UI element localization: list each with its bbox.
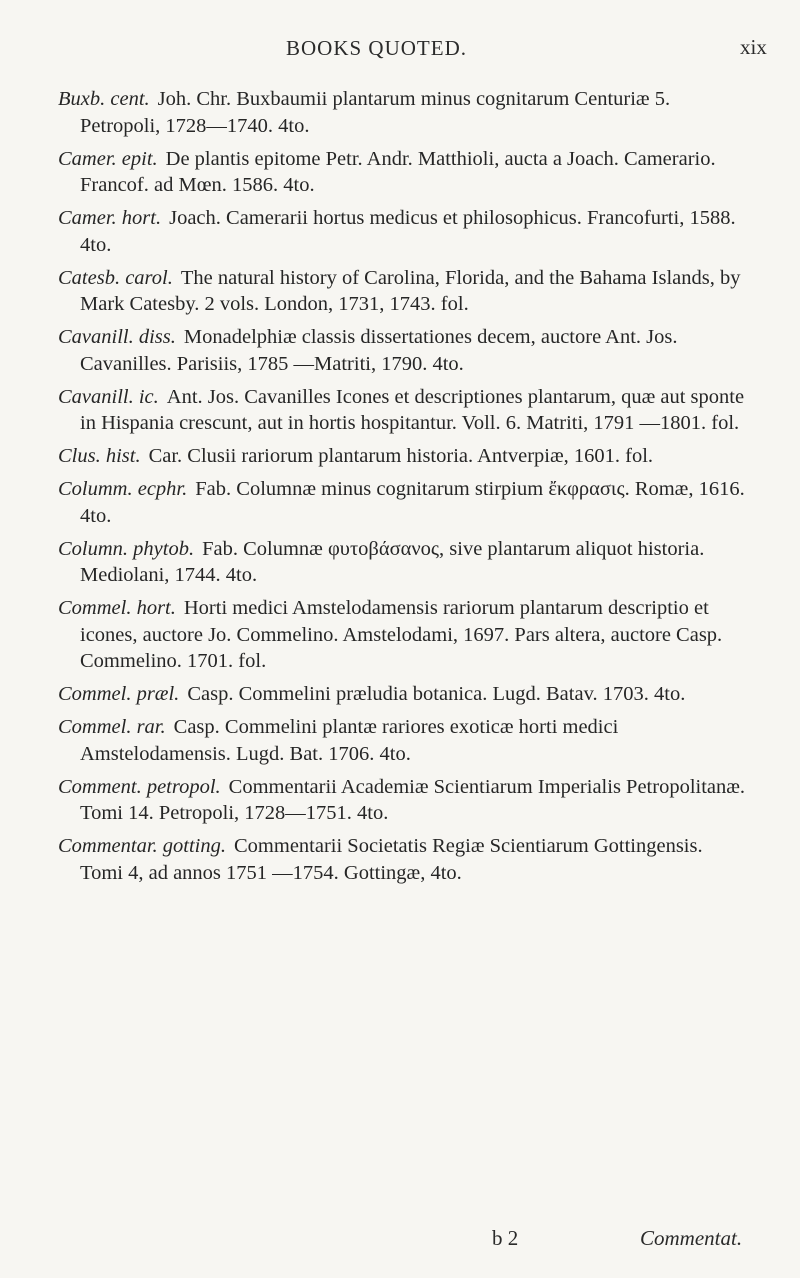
entry-abbreviation: Camer. epit. [58, 147, 158, 170]
bibliography-entry [58, 681, 748, 708]
entry-abbreviation: Clus. hist. [58, 445, 141, 467]
page-number: xix [740, 35, 767, 59]
bibliography-entry [58, 536, 748, 589]
entry-text: Casp. Commelini plantæ rariores exoticæ horti medici Amstelodamensis. Lugd. Bat. 1706. 4to. [80, 716, 619, 765]
entry-text: Joach. Camerarii hortus medicus et philosophicus. Francofurti, 1588. 4to. [80, 207, 736, 256]
entry-text: Commentarii Societatis Regiæ Scientiarum Gottingensis. Tomi 4, ad annos 1751 —1754. Gottingæ, 4to. [80, 835, 703, 884]
bibliography-list [58, 86, 748, 893]
entry-abbreviation: Column. phytob. [58, 537, 195, 560]
bibliography-entry [58, 86, 748, 139]
bibliography-entry [58, 443, 748, 470]
entry-abbreviation: Buxb. cent. [58, 88, 150, 110]
entry-abbreviation: Cavanill. ic. [58, 385, 159, 408]
entry-abbreviation: Comment. petropol. [58, 775, 221, 798]
entry-text: Horti medici Amstelodamensis rariorum plantarum descriptio et icones, auctore Jo. Commelino. Amstelodami, 1697. Pars altera, auctore Casp. Commelino. 1701. fol. [80, 597, 723, 672]
running-title: BOOKS QUOTED. [286, 36, 467, 60]
entry-abbreviation: Commel. rar. [58, 716, 166, 738]
bibliography-entry [58, 324, 748, 377]
bibliography-entry [58, 833, 748, 886]
bibliography-entry [58, 714, 748, 767]
bibliography-entry [58, 774, 748, 827]
catchword: Commentat. [640, 1226, 743, 1250]
entry-text: Fab. Columnæ φυτοβάσανος, sive plantarum aliquot historia. Mediolani, 1744. 4to. [80, 537, 705, 586]
entry-text: Monadelphiæ classis dissertationes decem, auctore Ant. Jos. Cavanilles. Parisiis, 1785 —Matriti, 1790. 4to. [80, 326, 678, 375]
bibliography-entry [58, 205, 748, 258]
entry-text: Commentarii Academiæ Scientiarum Imperialis Petropolitanæ. Tomi 14. Petropoli, 1728—1751. 4to. [80, 775, 746, 824]
entry-text: De plantis epitome Petr. Andr. Matthioli, aucta a Joach. Camerario. Francof. ad Mœn. 1586. 4to. [80, 147, 716, 196]
entry-abbreviation: Columm. ecphr. [58, 478, 188, 500]
bibliography-entry [58, 265, 748, 318]
bibliography-entry [58, 595, 748, 675]
entry-abbreviation: Commel. præl. [58, 683, 180, 705]
entry-abbreviation: Cavanill. diss. [58, 326, 176, 348]
entry-text: Fab. Columnæ minus cognitarum stirpium ἔκφρασις. Romæ, 1616. 4to. [80, 478, 745, 527]
running-head [0, 0, 800, 70]
entry-text: Car. Clusii rariorum plantarum historia. Antverpiæ, 1601. fol. [148, 445, 654, 467]
entry-abbreviation: Commel. hort. [58, 597, 176, 619]
entry-text: Ant. Jos. Cavanilles Icones et descriptiones plantarum, quæ aut sponte in Hispania crescunt, aut in hortis hospitantur. Voll. 6. Matriti, 1791 —1801. fol. [80, 385, 745, 434]
entry-text: The natural history of Carolina, Florida, and the Bahama Islands, by Mark Catesby. 2 vols. London, 1731, 1743. fol. [80, 266, 741, 315]
entry-text: Joh. Chr. Buxbaumii plantarum minus cognitarum Centuriæ 5. Petropoli, 1728—1740. 4to. [80, 88, 671, 137]
bibliography-entry [58, 146, 748, 199]
signature-mark: b 2 [492, 1226, 519, 1250]
bibliography-entry [58, 476, 748, 529]
entry-abbreviation: Catesb. carol. [58, 266, 173, 289]
entry-abbreviation: Commentar. gotting. [58, 835, 226, 857]
page-footer [0, 1226, 800, 1266]
bibliography-entry [58, 384, 748, 437]
entry-abbreviation: Camer. hort. [58, 207, 162, 229]
entry-text: Casp. Commelini præludia botanica. Lugd. Batav. 1703. 4to. [187, 683, 686, 705]
